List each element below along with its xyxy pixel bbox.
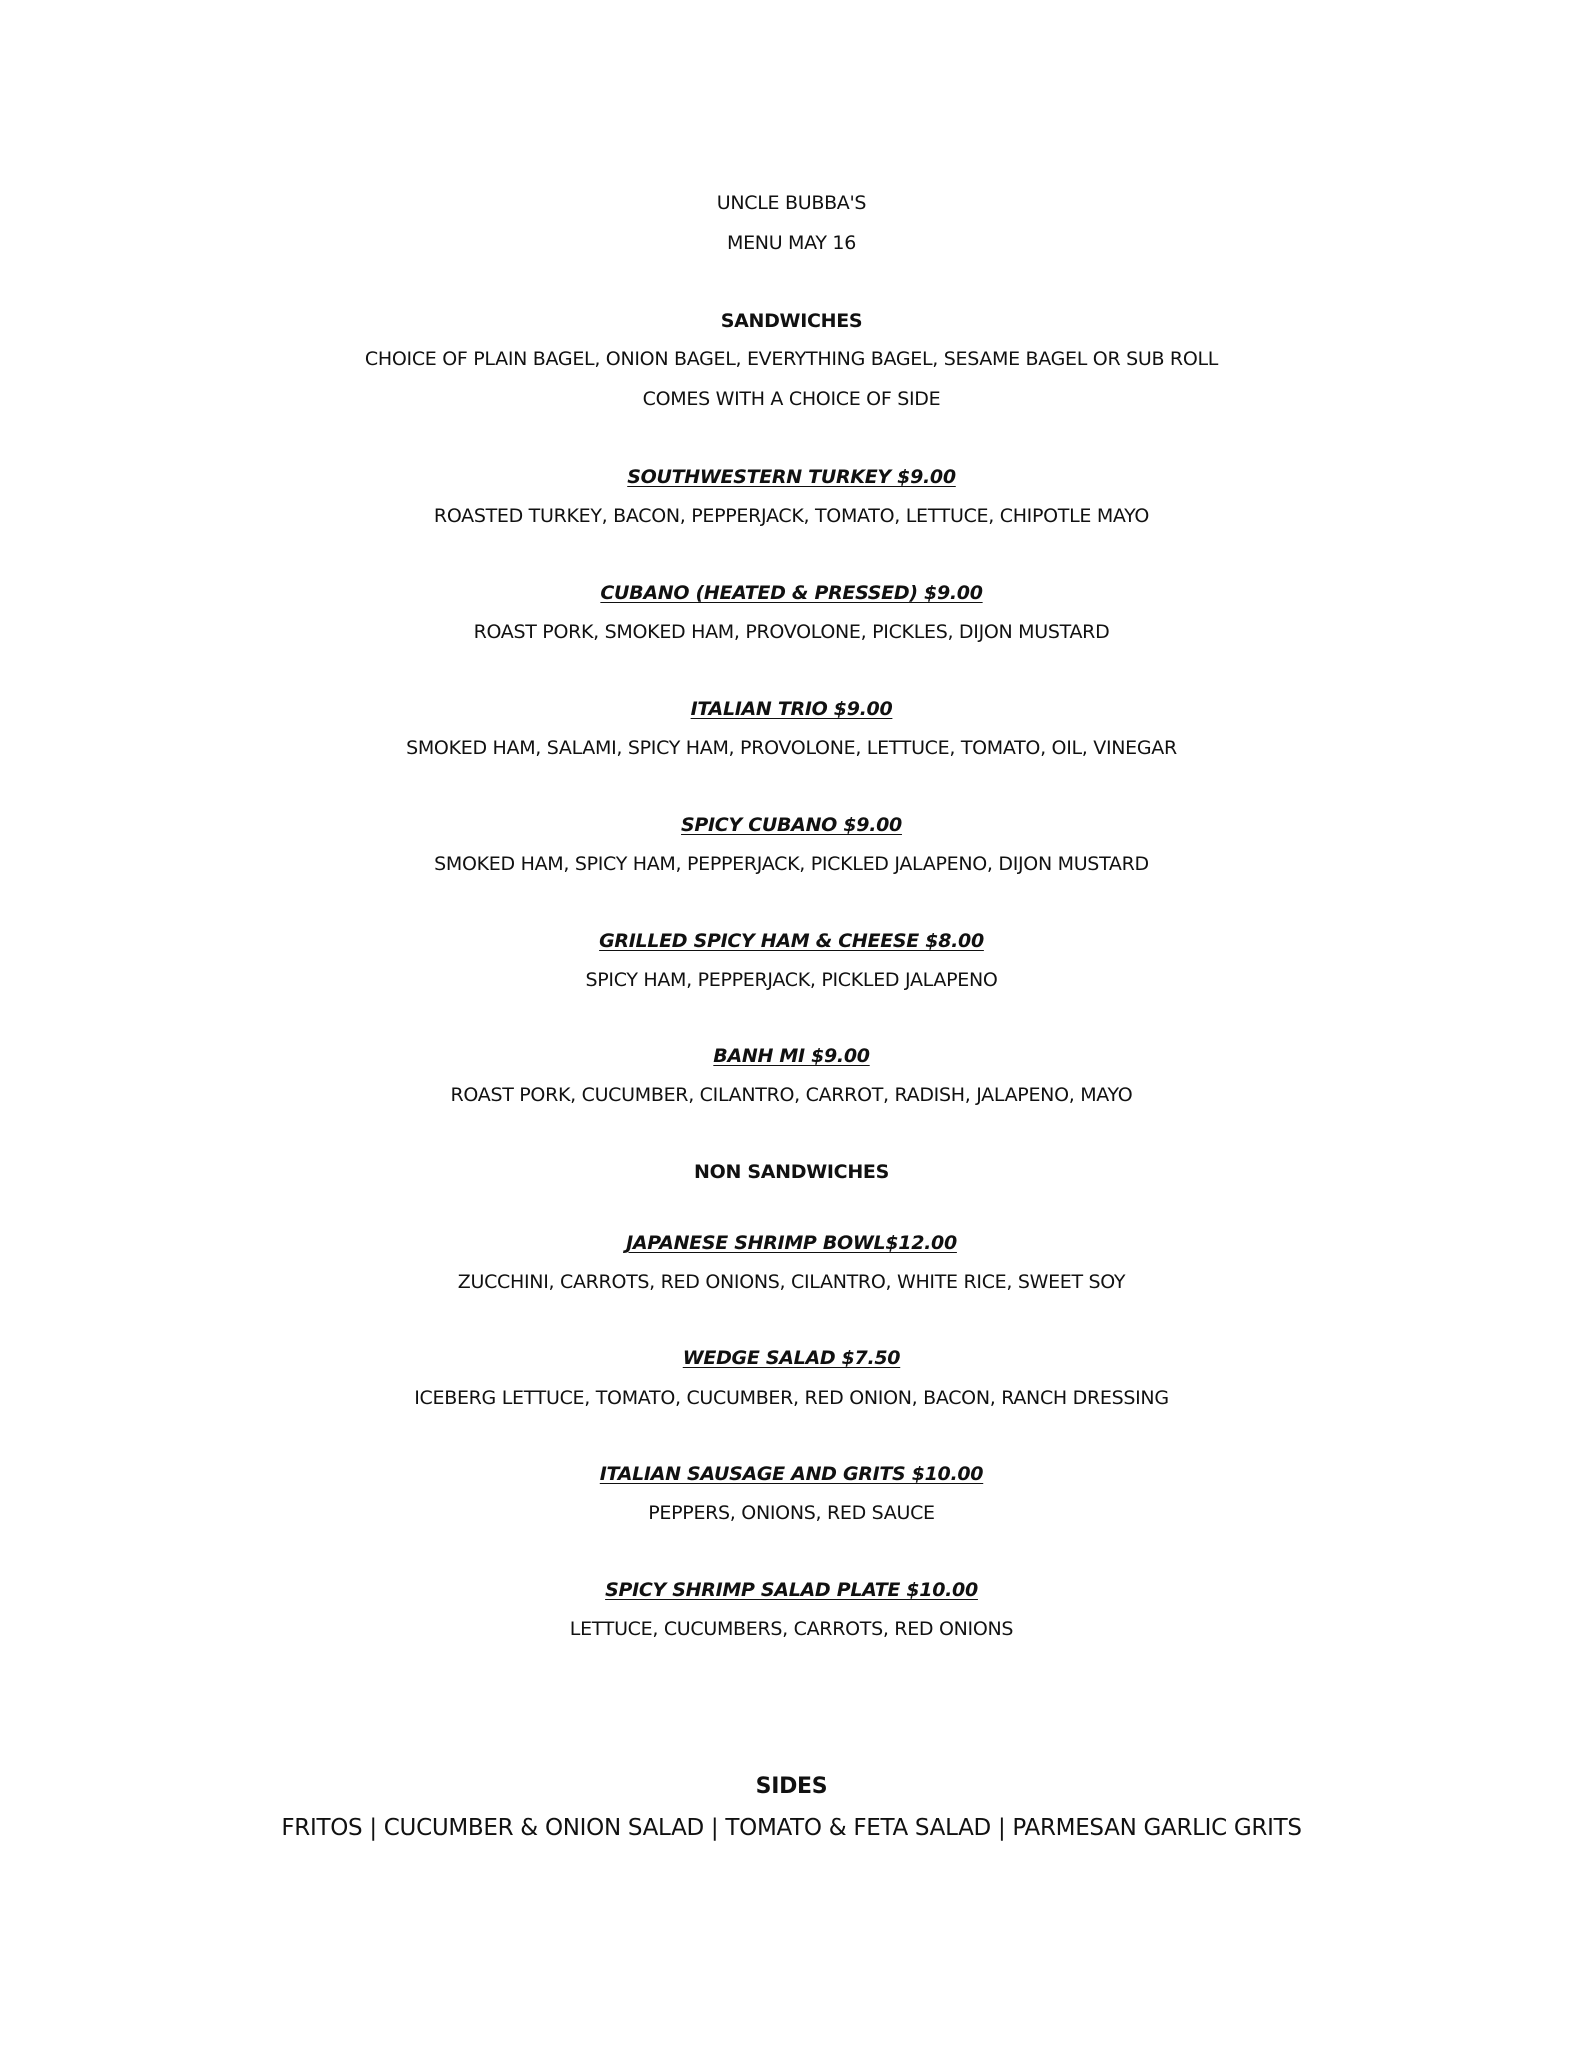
- menu-item-title: SPICY SHRIMP SALAD PLATE $10.00: [605, 1579, 978, 1601]
- menu-item-title: BANH MI $9.00: [713, 1045, 870, 1067]
- menu-item-description: ICEBERG LETTUCE, TOMATO, CUCUMBER, RED ONION, BACON, RANCH DRESSING: [414, 1387, 1169, 1409]
- menu-item-title: ITALIAN TRIO $9.00: [690, 698, 893, 720]
- section-title-non-sandwiches: NON SANDWICHES: [694, 1161, 889, 1183]
- section-title-sandwiches: SANDWICHES: [720, 310, 863, 332]
- sides-list: FRITOS | CUCUMBER & ONION SALAD | TOMATO & FETA SALAD | PARMESAN GARLIC GRITS: [281, 1815, 1302, 1841]
- menu-item-description: SPICY HAM, PEPPERJACK, PICKLED JALAPENO: [585, 969, 998, 991]
- sandwiches-side-note: COMES WITH A CHOICE OF SIDE: [642, 388, 941, 410]
- menu-item-description: ROASTED TURKEY, BACON, PEPPERJACK, TOMATO, LETTUCE, CHIPOTLE MAYO: [433, 505, 1150, 527]
- menu-date: MENU MAY 16: [727, 232, 856, 254]
- menu-item-title: GRILLED SPICY HAM & CHEESE $8.00: [599, 930, 984, 952]
- sandwiches-bread-note: CHOICE OF PLAIN BAGEL, ONION BAGEL, EVERYTHING BAGEL, SESAME BAGEL OR SUB ROLL: [364, 348, 1219, 370]
- menu-item-title: SPICY CUBANO $9.00: [681, 814, 902, 836]
- menu-item-title: ITALIAN SAUSAGE AND GRITS $10.00: [599, 1463, 984, 1485]
- menu-item-title: CUBANO (HEATED & PRESSED) $9.00: [600, 582, 983, 604]
- menu-item-description: ZUCCHINI, CARROTS, RED ONIONS, CILANTRO, WHITE RICE, SWEET SOY: [457, 1271, 1126, 1293]
- menu-item-title: SOUTHWESTERN TURKEY $9.00: [627, 466, 956, 488]
- menu-item-description: PEPPERS, ONIONS, RED SAUCE: [648, 1502, 935, 1524]
- menu-item-description: SMOKED HAM, SPICY HAM, PEPPERJACK, PICKLED JALAPENO, DIJON MUSTARD: [434, 853, 1149, 875]
- section-title-sides: SIDES: [755, 1774, 828, 1799]
- menu-item-title: WEDGE SALAD $7.50: [682, 1347, 901, 1369]
- menu-item-title: JAPANESE SHRIMP BOWL$12.00: [626, 1232, 957, 1254]
- menu-item-description: LETTUCE, CUCUMBERS, CARROTS, RED ONIONS: [569, 1618, 1014, 1640]
- menu-item-description: ROAST PORK, CUCUMBER, CILANTRO, CARROT, RADISH, JALAPENO, MAYO: [450, 1084, 1133, 1106]
- menu-item-description: ROAST PORK, SMOKED HAM, PROVOLONE, PICKLES, DIJON MUSTARD: [473, 621, 1110, 643]
- restaurant-name: UNCLE BUBBA'S: [716, 192, 867, 214]
- menu-item-description: SMOKED HAM, SALAMI, SPICY HAM, PROVOLONE, LETTUCE, TOMATO, OIL, VINEGAR: [406, 737, 1177, 759]
